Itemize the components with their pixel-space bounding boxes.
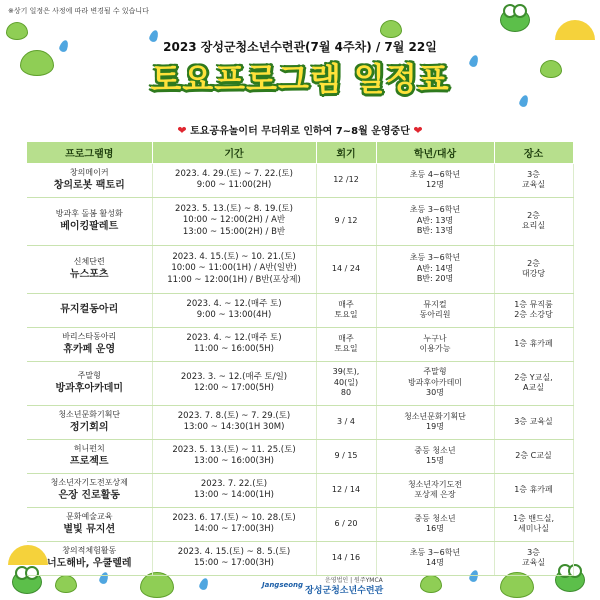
table-row xyxy=(27,361,573,405)
target-cell xyxy=(376,197,494,245)
period-cell xyxy=(152,361,316,405)
place-line: 1층 휴카페 xyxy=(514,338,553,348)
sessions-line: 14 / 24 xyxy=(331,263,361,273)
sessions-cell xyxy=(316,541,376,575)
period-line: 2023. 4. ~ 12.(매주 토) xyxy=(186,298,282,309)
column-header: 기간 xyxy=(152,142,316,163)
sessions-line: 토요일 xyxy=(334,344,358,353)
place-cell xyxy=(494,163,573,197)
period-line: 13:00 ~ 14:00(1H) xyxy=(194,490,274,500)
program-name: 별빛 뮤지션 xyxy=(63,523,116,535)
table-header-row xyxy=(27,142,573,163)
target-line: 초등 3~6학년 xyxy=(409,547,461,557)
target-line: 누구나 xyxy=(423,333,447,343)
place-line: 2층 xyxy=(527,258,540,268)
target-cell xyxy=(376,541,494,575)
period-cell xyxy=(152,439,316,473)
table-row xyxy=(27,197,573,245)
program-cell xyxy=(27,327,152,361)
place-line: 1층 밴드실, xyxy=(512,513,555,523)
target-line: 초등 3~6학년 xyxy=(409,253,461,263)
period-cell xyxy=(152,327,316,361)
program-cell xyxy=(27,361,152,405)
place-line: 교육실 xyxy=(521,558,546,567)
heart-icon: ❤ xyxy=(177,124,187,137)
target-cell xyxy=(376,439,494,473)
program-name: 방과후아카데미 xyxy=(55,382,124,394)
target-line: 이용가능 xyxy=(419,344,451,353)
target-line: 16명 xyxy=(426,524,444,533)
place-line: 대강당 xyxy=(521,269,546,278)
sessions-line: 39(토), xyxy=(332,367,360,377)
place-cell xyxy=(494,361,573,405)
sessions-line: 매주 xyxy=(338,333,354,343)
sessions-cell xyxy=(316,405,376,439)
period-line: 11:00 ~ 16:00(5H) xyxy=(194,344,274,354)
period-cell xyxy=(152,507,316,541)
period-line: 14:00 ~ 17:00(3H) xyxy=(194,524,274,534)
place-cell xyxy=(494,197,573,245)
period-cell xyxy=(152,541,316,575)
place-line: 3층 xyxy=(527,169,540,179)
program-category: 창의적체험활동 xyxy=(62,545,117,555)
period-line: 2023. 6. 17.(토) ~ 10. 28.(토) xyxy=(172,512,296,523)
sessions-line: 토요일 xyxy=(334,310,358,319)
table-row xyxy=(27,293,573,327)
period-cell xyxy=(152,163,316,197)
program-category: 청소년자기도전포상제 xyxy=(50,477,128,487)
period-line: 10:00 ~ 11:00(1H) / A반(일반) xyxy=(171,263,297,274)
target-cell xyxy=(376,245,494,293)
period-line: 2023. 7. 22.(토) xyxy=(200,478,268,489)
place-line: 세미나실 xyxy=(518,524,549,533)
table-row xyxy=(27,541,573,575)
target-line: 포상제 은장 xyxy=(414,490,456,499)
raindrop-icon xyxy=(198,577,210,591)
table-row xyxy=(27,327,573,361)
place-line: 교육실 xyxy=(521,180,546,189)
target-line: 초등 3~6학년 xyxy=(409,205,461,215)
page-title: 토요프로그램 일정표 xyxy=(150,60,450,98)
period-line: 2023. 3. ~ 12.(매주 토/일) xyxy=(180,371,288,382)
place-line: 2층 소강당 xyxy=(514,310,553,319)
program-category: 창의메이커 xyxy=(69,167,109,177)
place-cell xyxy=(494,405,573,439)
place-line: 2층 C교실 xyxy=(515,450,552,460)
schedule-table xyxy=(27,142,574,576)
program-name: 은장 진로활동 xyxy=(58,489,120,501)
leaf-decoration xyxy=(420,575,442,593)
frog-icon xyxy=(500,8,530,32)
sessions-line: 9 / 15 xyxy=(334,450,358,460)
sessions-line: 40(일) xyxy=(333,377,359,387)
place-cell xyxy=(494,245,573,293)
sessions-cell xyxy=(316,163,376,197)
program-name: 뮤지컬동아리 xyxy=(60,304,119,316)
period-line: 2023. 4. 29.(토) ~ 7. 22.(토) xyxy=(175,168,293,179)
target-line: 방과후아카데미 xyxy=(407,377,463,387)
sessions-cell xyxy=(316,293,376,327)
place-cell xyxy=(494,439,573,473)
column-header: 장소 xyxy=(494,142,573,163)
sessions-line: 매주 xyxy=(338,299,354,309)
program-cell xyxy=(27,507,152,541)
program-category: 청소년문화기획단 xyxy=(58,409,121,419)
target-cell xyxy=(376,361,494,405)
sessions-cell xyxy=(316,473,376,507)
target-cell xyxy=(376,163,494,197)
program-cell xyxy=(27,293,152,327)
program-name: 휴카페 운영 xyxy=(63,343,116,355)
sessions-cell xyxy=(316,507,376,541)
sessions-cell xyxy=(316,439,376,473)
target-line: 19명 xyxy=(426,422,444,431)
period-line: 11:00 ~ 12:00(1H) / B반(포상제) xyxy=(167,274,301,285)
sessions-line: 3 / 4 xyxy=(337,416,355,426)
umbrella-icon xyxy=(555,20,595,40)
place-line: 3층 교육실 xyxy=(514,416,553,426)
program-name: 너도해바, 우쿨렐레 xyxy=(46,557,132,569)
target-line: 주말형 xyxy=(423,367,447,377)
table-row xyxy=(27,473,573,507)
period-line: 2023. 7. 8.(토) ~ 7. 29.(토) xyxy=(177,410,291,421)
target-line: 15명 xyxy=(426,456,444,465)
period-line: 2023. 5. 13.(토) ~ 11. 25.(토) xyxy=(172,444,296,455)
target-line: 초등 4~6학년 xyxy=(409,169,461,179)
program-name: 뉴스포츠 xyxy=(69,268,109,280)
program-name: 베이킹팔레트 xyxy=(60,220,119,232)
place-cell xyxy=(494,507,573,541)
place-line: 2층 Y교실, xyxy=(514,372,553,382)
period-line: 9:00 ~ 11:00(2H) xyxy=(196,180,272,190)
leaf-decoration xyxy=(380,20,402,38)
target-line: 14명 xyxy=(426,558,444,567)
period-line: 13:00 ~ 15:00(2H) / B반 xyxy=(182,226,286,237)
table-row xyxy=(27,245,573,293)
sessions-cell xyxy=(316,245,376,293)
period-line: 9:00 ~ 13:00(4H) xyxy=(196,310,272,320)
period-line: 2023. 4. ~ 12.(매주 토) xyxy=(186,332,282,343)
program-cell xyxy=(27,405,152,439)
period-cell xyxy=(152,197,316,245)
program-cell xyxy=(27,163,152,197)
leaf-decoration xyxy=(55,575,77,593)
place-line: 요리실 xyxy=(521,221,546,230)
place-cell xyxy=(494,541,573,575)
banner xyxy=(0,122,600,137)
place-line: 2층 xyxy=(527,210,540,220)
sessions-line: 14 / 16 xyxy=(331,552,361,562)
leaf-decoration xyxy=(140,572,174,598)
program-cell xyxy=(27,439,152,473)
program-name: 프로젝트 xyxy=(69,455,109,467)
program-name: 정기회의 xyxy=(69,421,109,433)
place-line: 1층 뮤직룸 xyxy=(514,299,553,309)
period-line: 2023. 4. 15.(토) ~ 10. 21.(토) xyxy=(172,252,296,263)
place-line: 3층 xyxy=(527,547,540,557)
target-line: B반: 13명 xyxy=(416,226,454,236)
target-cell xyxy=(376,405,494,439)
period-cell xyxy=(152,405,316,439)
program-name: 창의로봇 팩토리 xyxy=(53,179,125,191)
program-cell xyxy=(27,197,152,245)
logo: Jangseong xyxy=(262,581,304,589)
period-line: 15:00 ~ 17:00(3H) xyxy=(194,558,274,568)
target-line: 청소년문화기획단 xyxy=(404,411,466,421)
org-name: 장성군청소년수련관 xyxy=(305,586,384,596)
period-line: 12:00 ~ 17:00(5H) xyxy=(194,383,274,393)
place-line: A교실 xyxy=(523,383,544,392)
program-cell xyxy=(27,473,152,507)
program-category: 문화예술교육 xyxy=(66,511,113,521)
table-row xyxy=(27,507,573,541)
period-cell xyxy=(152,473,316,507)
period-line: 10:00 ~ 12:00(2H) / A반 xyxy=(182,215,286,226)
sessions-line: 12 / 14 xyxy=(331,484,361,494)
leaf-decoration xyxy=(500,572,534,598)
sessions-line: 80 xyxy=(340,388,352,398)
target-cell xyxy=(376,473,494,507)
banner-text: 토요공유놀이터 무더위로 인하여 7~8월 운영중단 xyxy=(190,126,410,137)
period-cell xyxy=(152,245,316,293)
column-header: 프로그램명 xyxy=(27,142,152,163)
program-cell xyxy=(27,541,152,575)
column-header: 회기 xyxy=(316,142,376,163)
sessions-cell xyxy=(316,327,376,361)
program-category: 방과후 돌봄 활성화 xyxy=(55,208,123,218)
period-line: 2023. 4. 15.(토) ~ 8. 5.(토) xyxy=(177,546,291,557)
target-line: 30명 xyxy=(426,388,444,398)
table-row xyxy=(27,405,573,439)
column-header: 학년/대상 xyxy=(376,142,494,163)
place-line: 1층 휴카페 xyxy=(514,484,553,494)
program-category: 주말형 xyxy=(77,370,101,380)
period-line: 2023. 5. 13.(토) ~ 8. 19.(토) xyxy=(175,204,293,215)
sessions-cell xyxy=(316,361,376,405)
period-line: 13:00 ~ 14:30(1H 30M) xyxy=(183,422,285,432)
sessions-cell xyxy=(316,197,376,245)
target-line: A반: 13명 xyxy=(416,215,454,225)
table-row xyxy=(27,163,573,197)
program-category: 바리스타동아리 xyxy=(62,331,117,341)
program-cell xyxy=(27,245,152,293)
target-cell xyxy=(376,293,494,327)
sponsor-text: 운영법인 | 원주YMCA xyxy=(325,577,383,584)
target-line: A반: 14명 xyxy=(416,263,454,273)
period-cell xyxy=(152,293,316,327)
program-category: 허니펀치 xyxy=(73,443,105,453)
sessions-line: 9 / 12 xyxy=(334,215,358,225)
target-line: 청소년자기도전 xyxy=(407,479,463,489)
target-line: 뮤지컬 xyxy=(423,299,447,309)
target-cell xyxy=(376,327,494,361)
program-category: 신체단련 xyxy=(73,256,105,266)
place-cell xyxy=(494,473,573,507)
target-line: 중등 청소년 xyxy=(414,513,456,523)
notice-text: ※상기 일정은 사정에 따라 변경될 수 있습니다 xyxy=(8,7,149,15)
target-line: 동아리원 xyxy=(419,310,451,319)
target-line: B반: 20명 xyxy=(416,274,454,284)
period-line: 13:00 ~ 16:00(3H) xyxy=(194,456,274,466)
place-cell xyxy=(494,327,573,361)
place-cell xyxy=(494,293,573,327)
sessions-line: 12 /12 xyxy=(333,174,359,184)
heart-icon: ❤ xyxy=(413,124,423,137)
sessions-line: 6 / 20 xyxy=(334,518,358,528)
subtitle: 2023 장성군청소년수련관(7월 4주차) / 7월 22일 xyxy=(163,40,437,54)
target-line: 중등 청소년 xyxy=(414,445,456,455)
table-row xyxy=(27,439,573,473)
target-line: 12명 xyxy=(426,180,444,189)
target-cell xyxy=(376,507,494,541)
